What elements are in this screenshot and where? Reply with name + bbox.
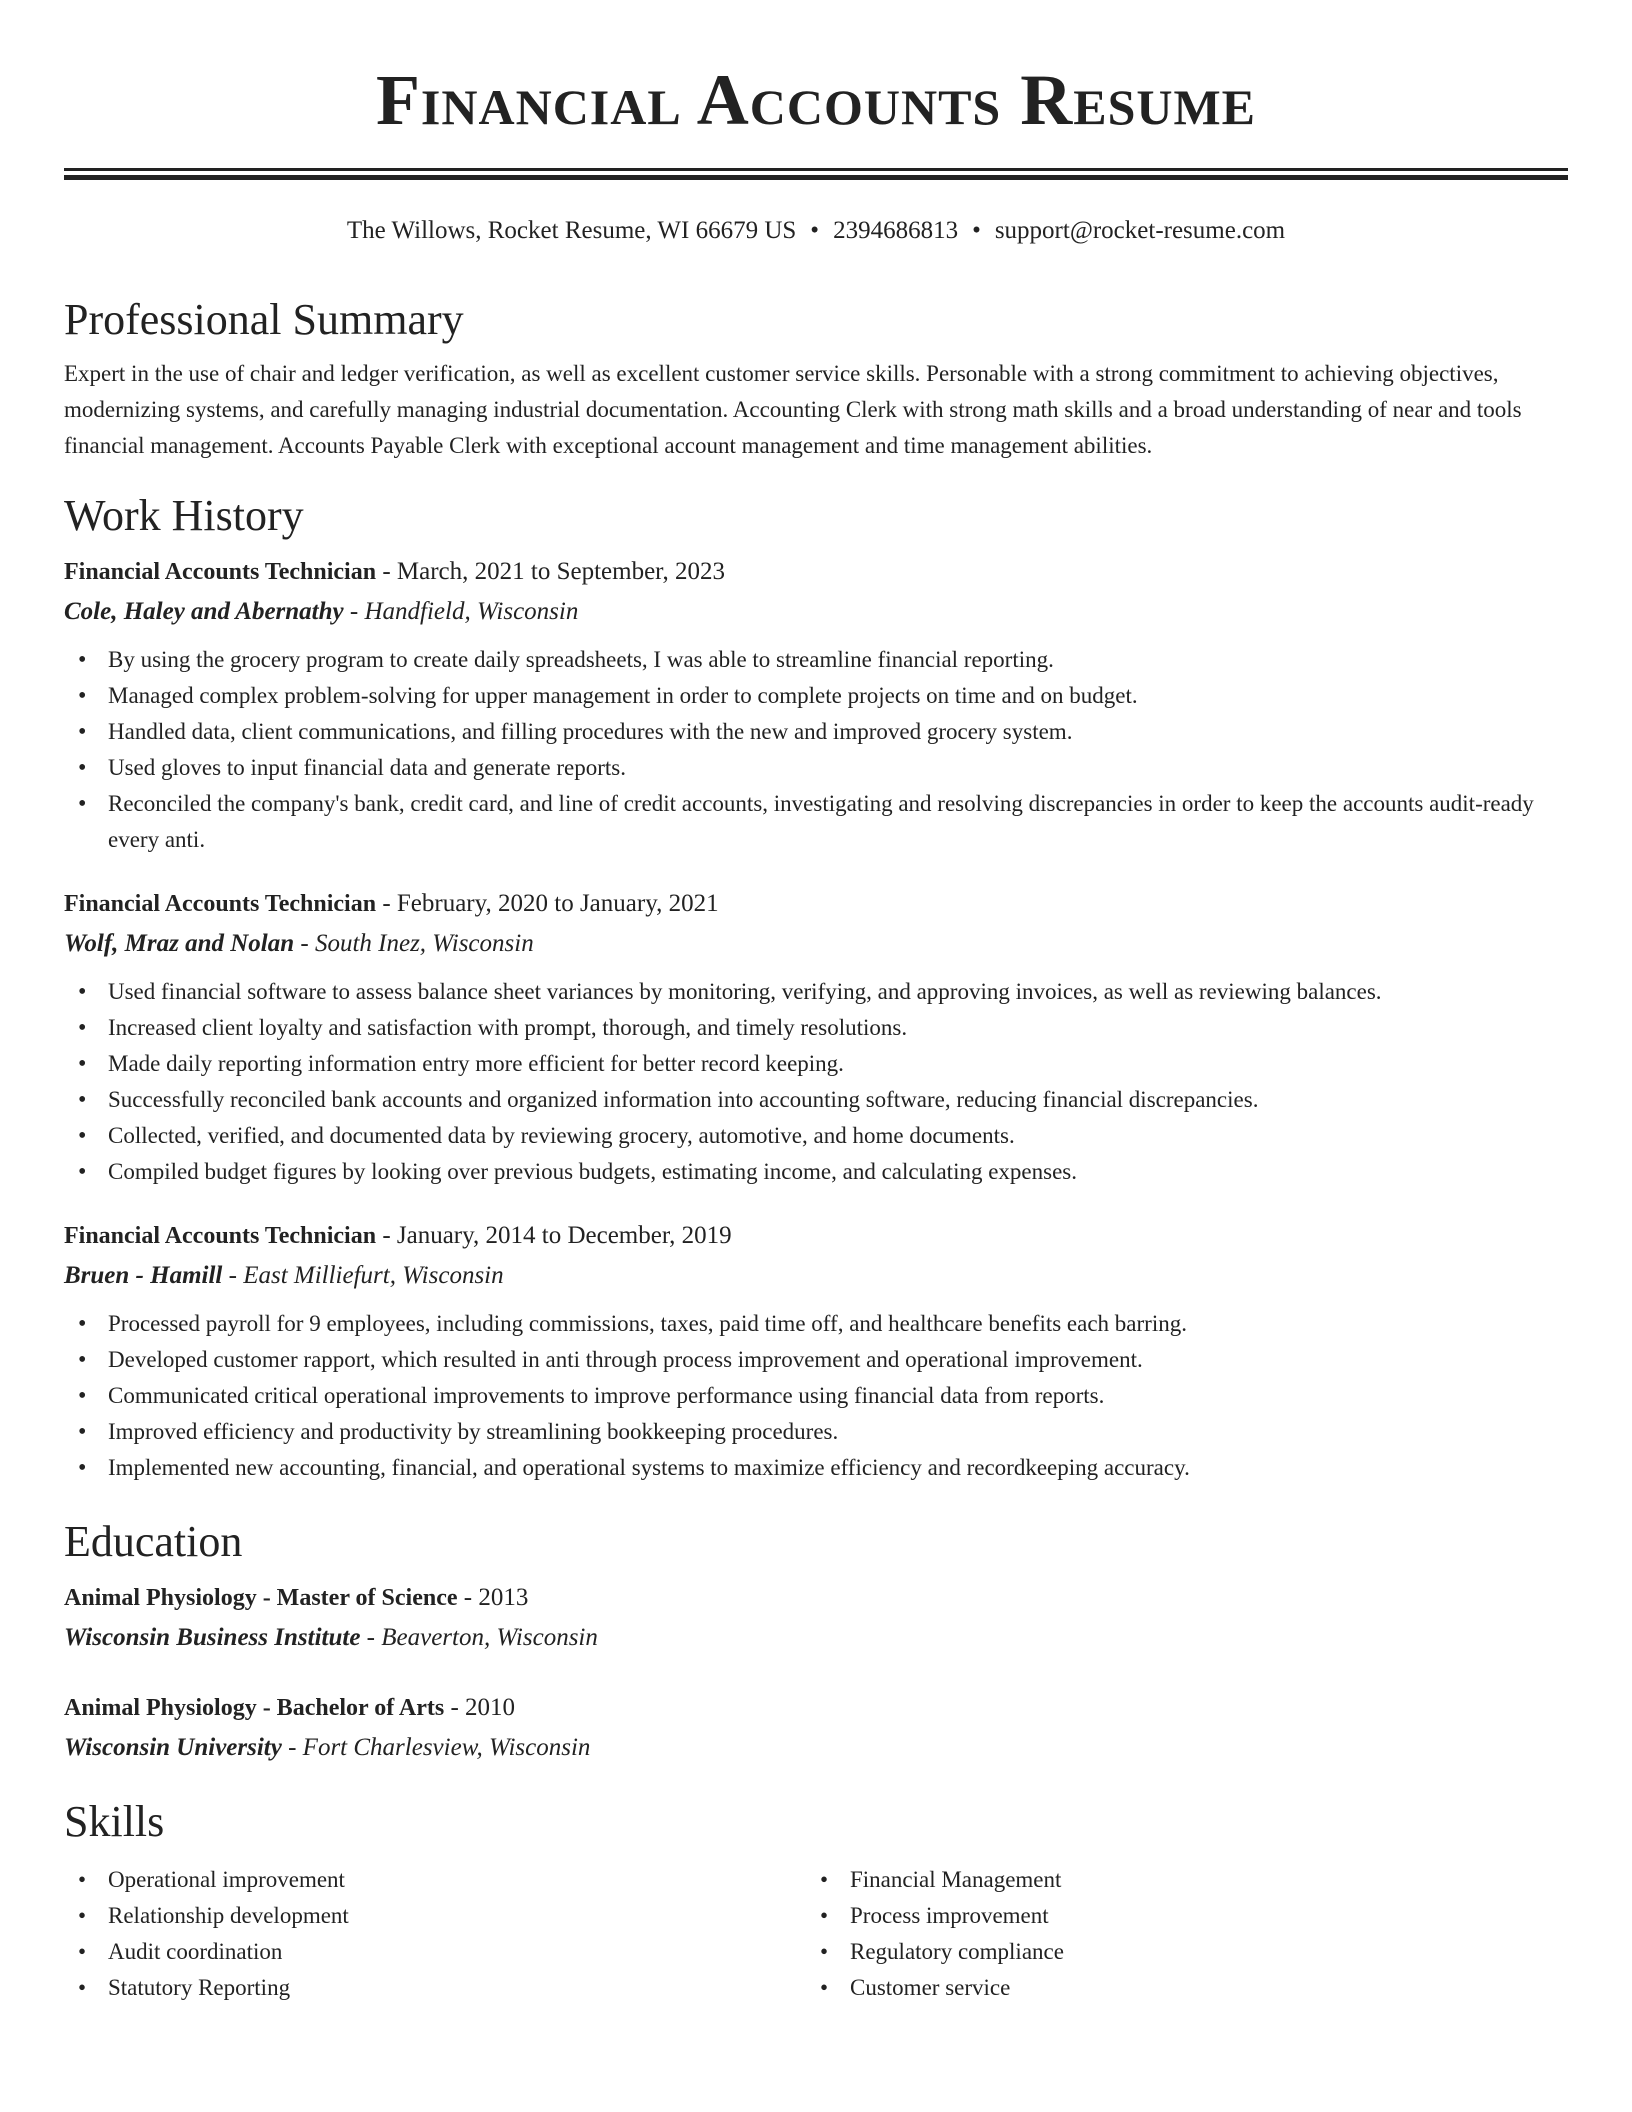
job-bullet: • By using the grocery program to create daily spreadsheets, I was able to streamline financial reporting. [64,642,1568,678]
skills-column-right [806,1862,1548,2006]
skill-item: • Relationship development [64,1898,806,1934]
summary-section [64,290,1568,464]
job-title: Financial Accounts Technician [64,891,377,917]
job-title-line [64,884,1568,924]
education-heading: Education [64,1517,243,1566]
job-title: Financial Accounts Technician [64,1223,377,1249]
job-dates: - February, 2020 to January, 2021 [376,890,719,917]
contact-phone: 2394686813 [833,217,959,244]
contact-line [0,215,1632,247]
school-location: - Fort Charlesview, Wisconsin [281,1734,591,1761]
skill-item: • Regulatory compliance [806,1934,1548,1970]
graduation-year: - 2013 [457,1584,529,1611]
contact-separator: • [810,217,820,244]
skills-section [64,1792,1568,2006]
skill-item: • Financial Management [806,1862,1548,1898]
skills-heading: Skills [64,1797,165,1846]
job-bullet: • Improved efficiency and productivity by streamlining bookkeeping procedures. [64,1414,1568,1450]
company-location: - Handfield, Wisconsin [343,598,579,625]
job-bullets [64,974,1568,1190]
job-bullet: • Reconciled the company's bank, credit card, and line of credit accounts, investigating and resolving discrepancies in order to keep the accounts audit-ready every anti. [64,786,1568,858]
job-bullet: • Used financial software to assess balance sheet variances by monitoring, verifying, and approving invoices, as well as reviewing balances. [64,974,1568,1010]
job-title-line [64,1216,1568,1256]
job-bullet: • Developed customer rapport, which resulted in anti through process improvement and operational improvement. [64,1342,1568,1378]
education-list [64,1578,1568,1768]
job-dates: - January, 2014 to December, 2019 [376,1222,732,1249]
job-bullet: • Processed payroll for 9 employees, including commissions, taxes, paid time off, and healthcare benefits each barring. [64,1306,1568,1342]
degree-line [64,1578,1568,1618]
skill-item: • Process improvement [806,1898,1548,1934]
degree: Animal Physiology - Bachelor of Arts [64,1695,445,1721]
job-bullet: • Implemented new accounting, financial, and operational systems to maximize efficiency and recordkeeping accuracy. [64,1450,1568,1486]
graduation-year: - 2010 [444,1694,516,1721]
contact-address: The Willows, Rocket Resume, WI 66679 US [346,217,797,244]
degree: Animal Physiology - Master of Science [64,1585,458,1611]
job-bullet: • Used gloves to input financial data and generate reports. [64,750,1568,786]
title-divider-thick [64,175,1568,180]
skills-columns [64,1862,1568,2006]
resume-title: Financial Accounts Resume [375,60,1257,140]
skills-column-left [64,1862,806,2006]
job-dates: - March, 2021 to September, 2023 [376,558,725,585]
company-location: - South Inez, Wisconsin [294,930,534,957]
company-name: Wolf, Mraz and Nolan [64,930,295,957]
job-bullet: • Communicated critical operational improvements to improve performance using financial data from reports. [64,1378,1568,1414]
school-location: - Beaverton, Wisconsin [360,1624,598,1651]
company-name: Cole, Haley and Abernathy [64,598,344,625]
contact-separator: • [972,217,981,244]
skill-item: • Customer service [806,1970,1548,2006]
skill-item: • Audit coordination [64,1934,806,1970]
job-title-line [64,552,1568,592]
job-entry [64,884,1568,1190]
degree-line [64,1688,1568,1728]
job-bullet: • Handled data, client communications, and filling procedures with the new and improved grocery system. [64,714,1568,750]
education-entry [64,1578,1568,1658]
school-name: Wisconsin Business Institute [64,1624,361,1651]
job-bullet: • Increased client loyalty and satisfaction with prompt, thorough, and timely resolutions. [64,1010,1568,1046]
skill-item: • Statutory Reporting [64,1970,806,2006]
school-line [64,1728,1568,1768]
company-line [64,1256,1568,1296]
company-line [64,924,1568,964]
summary-heading: Professional Summary [64,295,464,344]
skill-item: • Operational improvement [64,1862,806,1898]
company-line [64,592,1568,632]
summary-text: Expert in the use of chair and ledger verification, as well as excellent customer service skills. Personable with a strong commitment to achieving objectives, modernizing systems, and carefully managing industrial documentation. Accounting Clerk with strong math skills and a broad understanding of near and tools financial management. Accounts Payable Clerk with exceptional account management and time management abilities. [64,361,1522,458]
work-history-heading: Work History [64,491,304,540]
job-list [64,552,1568,1486]
school-name: Wisconsin University [64,1734,282,1761]
company-location: - East Milliefurt, Wisconsin [222,1262,504,1289]
school-line [64,1618,1568,1658]
job-entry [64,552,1568,858]
job-bullet: • Made daily reporting information entry more efficient for better record keeping. [64,1046,1568,1082]
resume-content [64,290,1568,2006]
title-divider-thin [64,168,1568,171]
company-name: Bruen - Hamill [64,1262,223,1289]
job-bullets [64,1306,1568,1486]
job-bullet: • Managed complex problem-solving for upper management in order to complete projects on time and on budget. [64,678,1568,714]
job-bullet: • Compiled budget figures by looking over previous budgets, estimating income, and calculating expenses. [64,1154,1568,1190]
job-entry [64,1216,1568,1486]
job-bullet: • Collected, verified, and documented data by reviewing grocery, automotive, and home documents. [64,1118,1568,1154]
job-title: Financial Accounts Technician [64,559,377,585]
contact-email: support@rocket-resume.com [994,217,1286,244]
work-history-section [64,486,1568,1486]
job-bullets [64,642,1568,858]
job-bullet: • Successfully reconciled bank accounts and organized information into accounting software, reducing financial discrepancies. [64,1082,1568,1118]
education-entry [64,1688,1568,1768]
education-section [64,1512,1568,1768]
